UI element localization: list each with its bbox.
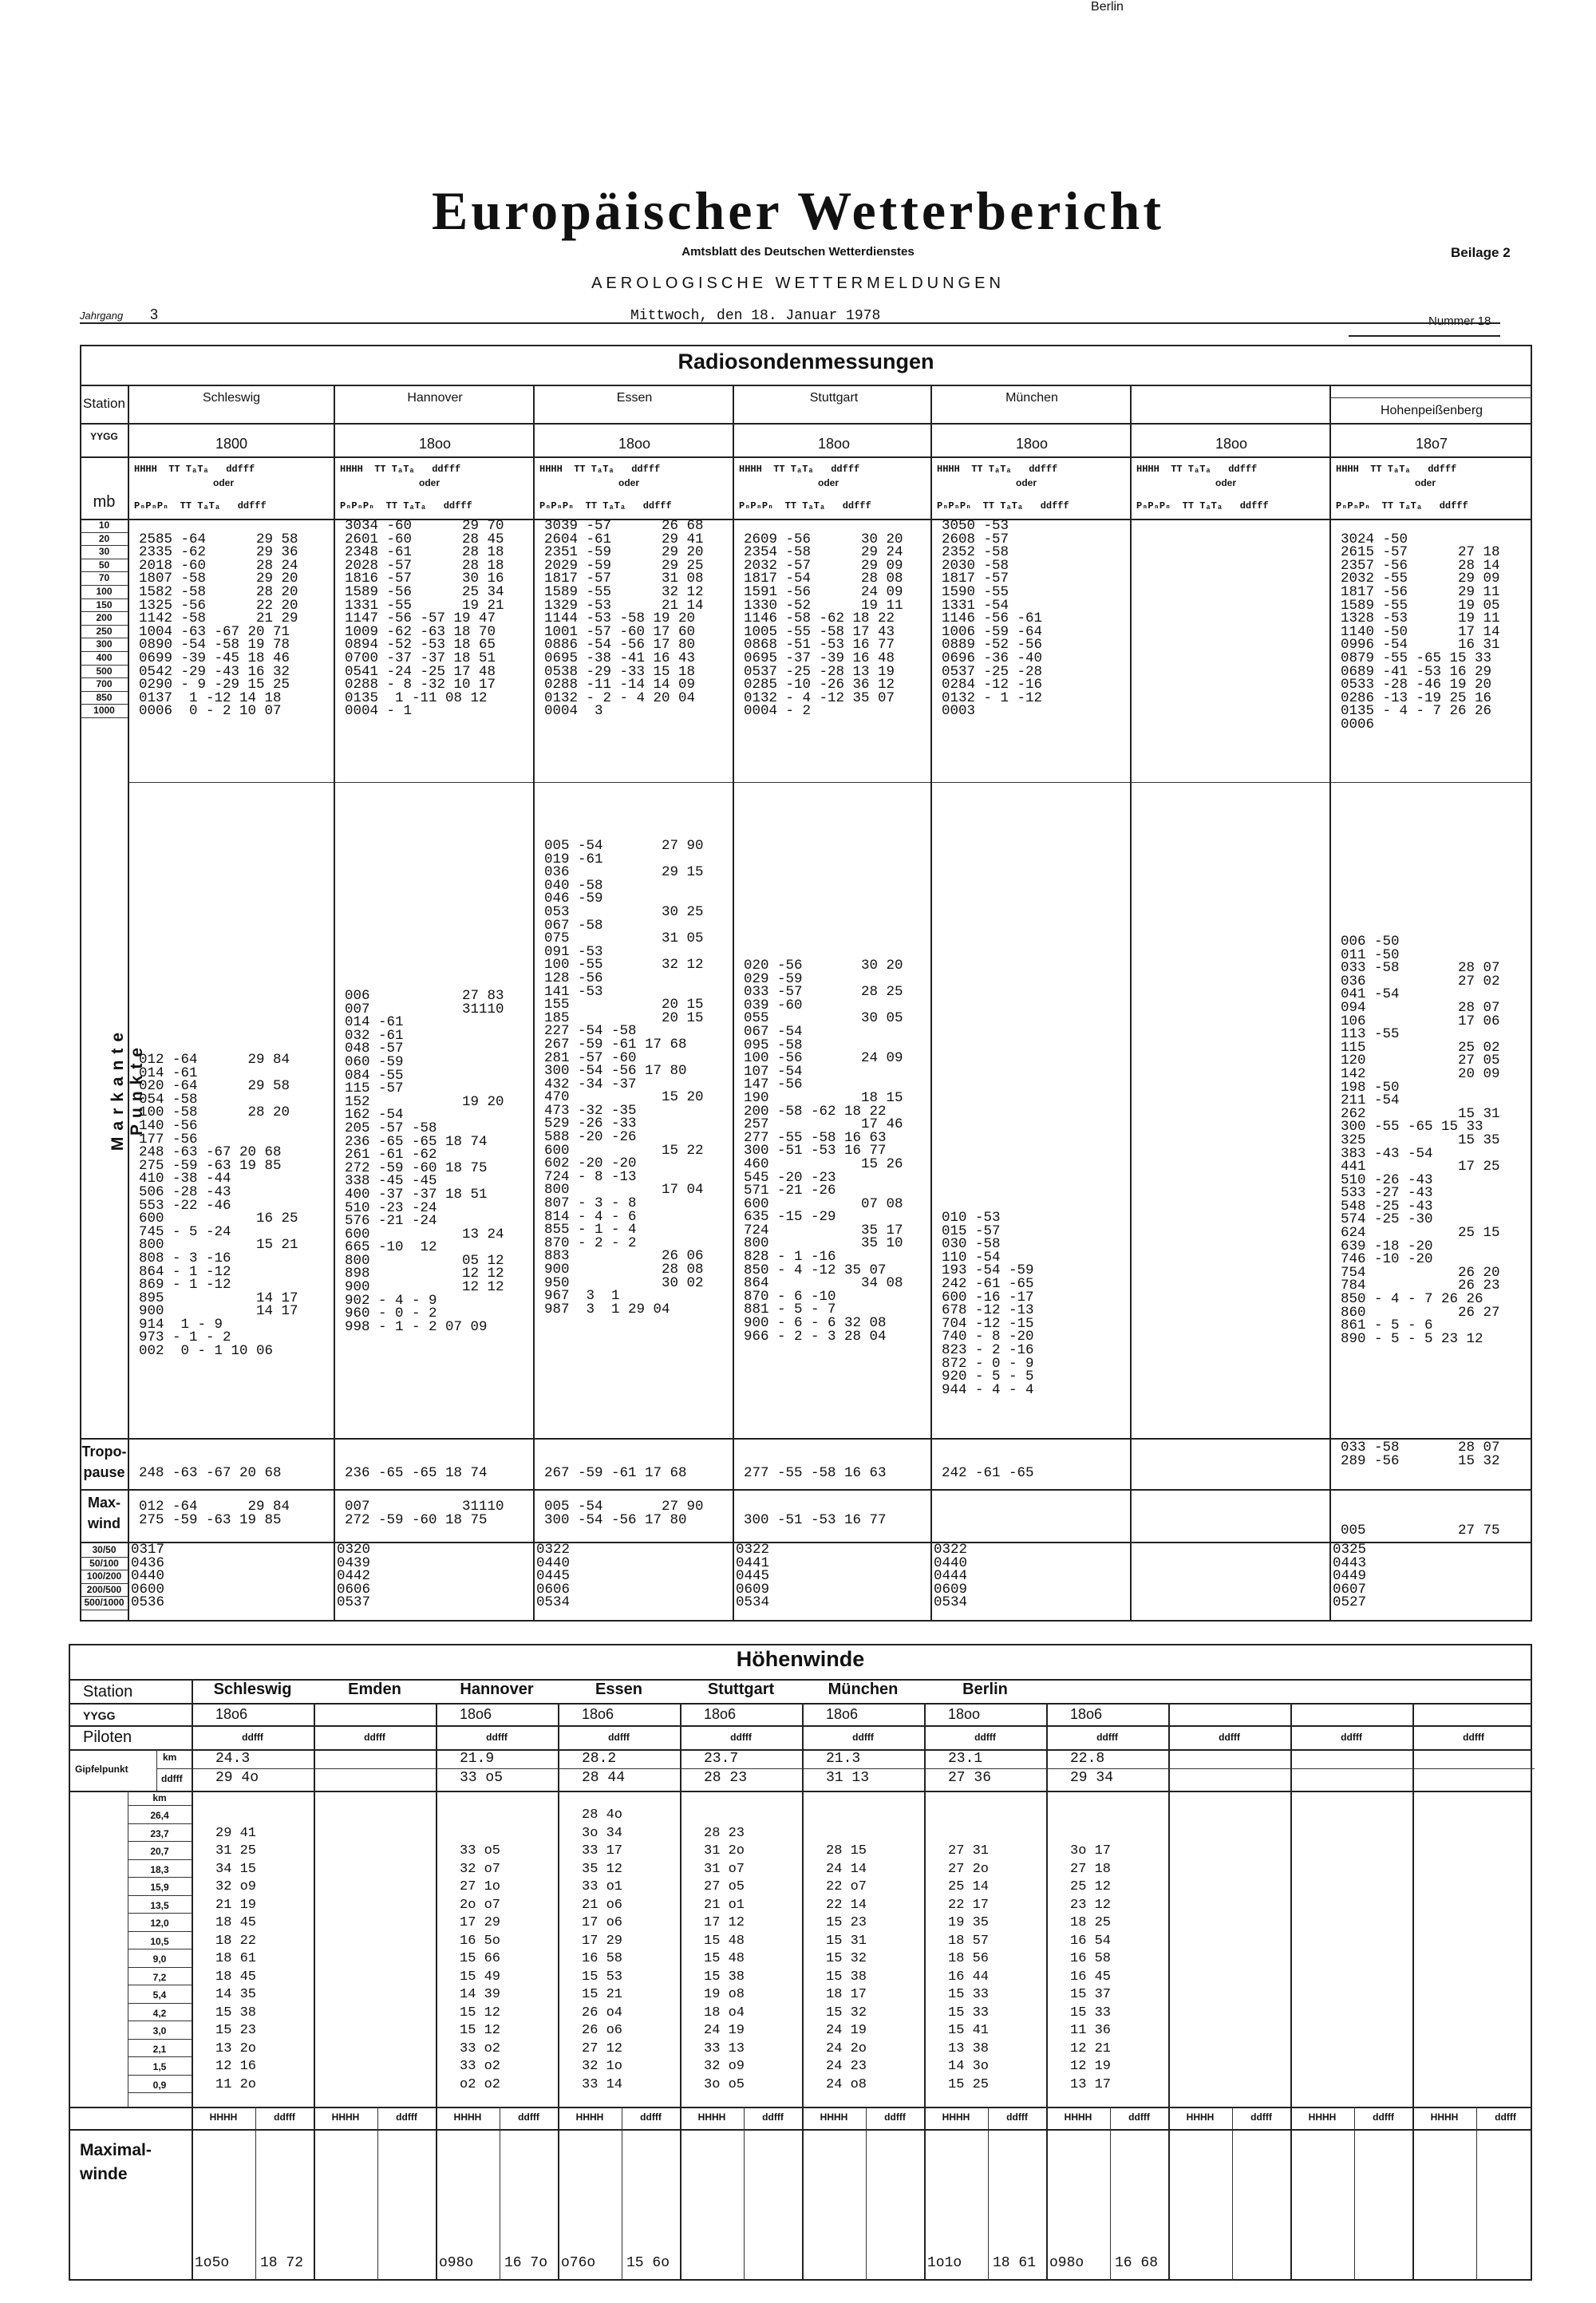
header-rule — [80, 322, 1500, 324]
column-header-oder: oder — [419, 477, 440, 488]
station-shear: 0325 0443 0449 0607 0527 — [1333, 1542, 1367, 1611]
level-row: 30 — [98, 546, 110, 558]
height-row: 3,0 — [152, 2025, 167, 2036]
level-row: 70 — [98, 572, 110, 584]
wind-heights — [128, 1807, 192, 2094]
height-row: 23,7 — [150, 1827, 169, 1839]
station-markante-data: 012 -64 29 84 014 -61 020 -64 29 58 054 -58 100 -58 28 20 140 -56 177 -56 248 -63 -67 20 68 275 -59 -63 19 85 410 -38 -44 506 -28 -43 553 -22 -46 600 16 25 745 - 5 -24 800 15 21 808 - 3 -16 864 - 1 -12 869 - 1 -12 895 14 17 900 14 17 914 1 - 9 973 - 1 - 2 002 0 - 1 10 06 — [139, 1052, 298, 1360]
gipfel-km-label: km — [163, 1752, 177, 1763]
column-header-oder: oder — [1215, 477, 1237, 488]
piloten-ddfff: ddfff — [974, 1732, 996, 1743]
maxwind-hhhh: o98o — [439, 2255, 474, 2271]
station-maxwind: 007 31110 272 -59 -60 18 75 — [345, 1499, 504, 1528]
maxwind-hhhh-label: HHHH — [1064, 2111, 1092, 2123]
level-row: 850 — [96, 691, 113, 703]
maxwind-hhhh-label: HHHH — [209, 2111, 238, 2123]
height-row: 10,5 — [150, 1935, 169, 1947]
station-maxwind: 005 27 75 — [1341, 1523, 1500, 1539]
station-markante-data: 006 -50 011 -50 033 -58 28 07 036 27 02 041 -54 094 28 07 106 17 06 113 -55 115 25 02 120 27 05 142 20 09 198 -50 211 -54 262 15 31 300 -55 -65 15 33 325 15 35 383 -43 -54 441 17 25 510 -26 -43 533 -27 -43 548 -25 -43 574 -25 -30 624 25 15 639 -18 -20 746 -10 -20 754 26 20 784 26 23 850 - 4 - 7 26 26 860 26 27 861 - 5 - 6 890 - 5 - 5 23 12 — [1341, 934, 1500, 1347]
wind-values: 29 41 31 25 34 15 32 o9 21 19 18 45 18 22 18 61 18 45 14 35 15 38 15 23 13 2o 12 16 11 2o — [215, 1825, 257, 2092]
station-tropopause: 242 -61 -65 — [942, 1465, 1034, 1481]
column-header: PₙPₙPₙ TT TₐTₐ ddfff — [1336, 500, 1468, 512]
report-subtitle: Amtsblatt des Deutschen Wetterdienstes — [681, 245, 915, 259]
shear-row: 100/200 — [86, 1570, 122, 1582]
wind-station-yygg: 18o6 — [1070, 1706, 1103, 1722]
maxwind-ddfff-label: ddfff — [1373, 2111, 1394, 2123]
wind-station-name: Stuttgart — [707, 1681, 775, 1698]
station-name: Stuttgart — [809, 391, 859, 405]
station-yygg: 18o7 — [1415, 436, 1448, 452]
gipfel-km: 23.7 — [704, 1751, 739, 1767]
level-row: 150 — [96, 598, 113, 610]
station-maxwind: 005 -54 27 90 300 -54 -56 17 80 — [544, 1499, 704, 1528]
piloten-ddfff: ddfff — [852, 1732, 874, 1743]
station-tropopause: 277 -55 -58 16 63 — [744, 1465, 887, 1481]
column-header: HHHH TT TₐTₐ ddfff — [1136, 464, 1258, 475]
gipfel-km: 22.8 — [1070, 1751, 1105, 1767]
year-label: Jahrgang — [80, 310, 124, 322]
piloten-ddfff: ddfff — [1219, 1732, 1240, 1743]
column-header-oder: oder — [818, 477, 839, 488]
station-levels-data: 3050 -53 2608 -57 2352 -58 2030 -58 1817 -57 1590 -55 1331 -54 1146 -56 -61 1006 -59 -64 0889 -52 -56 0696 -36 -40 0537 -25 -28 0284 -12 -16 0132 - 1 -12 0003 — [942, 518, 1043, 720]
station-yygg: 18oo — [618, 436, 651, 452]
station-name: Schleswig — [202, 391, 261, 405]
piloten-ddfff: ddfff — [608, 1732, 630, 1743]
column-header: HHHH TT TₐTₐ ddfff — [134, 464, 255, 475]
station-yygg: 18oo — [418, 436, 452, 452]
maxwind-hhhh-label: HHHH — [820, 2111, 848, 2123]
height-row: 18,3 — [150, 1863, 169, 1875]
column-header: PₙPₙPₙ TT TₐTₐ ddfff — [134, 500, 267, 512]
level-row: 250 — [96, 625, 113, 637]
shear-row: 500/1000 — [84, 1597, 124, 1609]
station-tropopause: 267 -59 -61 17 68 — [544, 1465, 687, 1481]
level-row: 200 — [96, 612, 113, 624]
level-row: 100 — [96, 585, 113, 597]
piloten-ddfff: ddfff — [1463, 1732, 1484, 1743]
station-shear: 0317 0436 0440 0600 0536 — [131, 1542, 165, 1611]
station-markante-data: 006 27 83 007 31110 014 -61 032 -61 048 -57 060 -59 084 -55 115 -57 152 19 20 162 -54 205 -57 -58 236 -65 -65 18 74 261 -61 -62 272 -59 -60 18 75 338 -45 -45 400 -37 -37 18 51 510 -23 -24 576 -21 -24 600 13 24 665 -10 12 800 05 12 898 12 12 900 12 12 902 - 4 - 9 960 - 0 - 2 998 - 1 - 2 07 09 — [345, 988, 504, 1335]
maximalwinde-label: Maximal- winde — [80, 2141, 152, 2183]
height-km-label: km — [152, 1792, 167, 1803]
gipfel-km: 24.3 — [215, 1751, 251, 1767]
station-levels-data: 3034 -60 29 70 2601 -60 28 45 2348 -61 28 18 2028 -57 28 18 1816 -57 30 16 1589 -56 25 34 1331 -55 19 21 1147 -56 -57 19 47 1009 -62 -63 18 70 0894 -52 -53 18 65 0700 -37 -37 18 51 0541 -24 -25 17 48 0288 - 8 -32 10 17 0135 1 -11 08 12 0004 - 1 — [345, 518, 504, 720]
wind-values: 28 23 31 2o 31 o7 27 o5 21 o1 17 12 15 48 15 48 15 38 19 o8 18 o4 24 19 33 13 32 o9 3o o5 — [704, 1825, 745, 2092]
gipfel-ddfff-label: ddfff — [161, 1773, 183, 1784]
height-row: 1,5 — [152, 2061, 167, 2072]
piloten-ddfff: ddfff — [730, 1732, 752, 1743]
maxwind-hhhh-label: HHHH — [697, 2111, 726, 2123]
station-name: Hannover — [407, 391, 463, 405]
height-row: 9,0 — [152, 1953, 167, 1965]
maxwind-hhhh-label: HHHH — [331, 2111, 360, 2123]
level-row: 20 — [98, 532, 110, 544]
shear-levels — [81, 1543, 128, 1610]
gipfel-km: 23.1 — [948, 1751, 983, 1767]
station-levels-data: 2609 -56 30 20 2354 -58 29 24 2032 -57 29 09 1817 -54 28 08 1591 -56 24 09 1330 -52 19 11 1146 -58 -62 18 22 1005 -55 -58 17 43 0868 -51 -53 16 77 0695 -37 -39 16 48 0537 -25 -28 13 19 0285 -10 -26 36 12 0132 - 4 -12 35 07 0004 - 2 — [744, 531, 903, 720]
station-levels-data: 2585 -64 29 58 2335 -62 29 36 2018 -60 28 24 1807 -58 29 20 1582 -58 28 20 1325 -56 22 20 1142 -58 21 29 1004 -63 -67 20 71 0890 -54 -58 19 78 0699 -39 -45 18 46 0542 -29 -43 16 32 0290 - 9 -29 15 25 0137 1 -12 14 18 0006 0 - 2 10 07 — [139, 531, 298, 720]
maxwind-hhhh-label: HHHH — [1430, 2111, 1459, 2123]
column-header-oder: oder — [213, 477, 235, 488]
maxwind-ddfff-label: ddfff — [1250, 2111, 1272, 2123]
wind-station-name: Berlin — [962, 1681, 1008, 1698]
station-markante-data: 005 -54 27 90 019 -61 036 29 15 040 -58 046 -59 053 30 25 067 -58 075 31 05 091 -53 100 -55 32 12 128 -56 141 -53 155 20 15 185 20 15 227 -54 -58 267 -59 -61 17 68 281 -57 -60 300 -54 -56 17 80 432 -34 -37 470 15 20 473 -32 -35 529 -26 -33 588 -20 -26 600 15 22 602 -20 -20 724 - 8 -13 800 17 04 807 - 3 - 8 814 - 4 - 6 855 - 1 - 4 870 - 2 - 2 883 26 06 900 28 08 950 30 02 967 3 1 987 3 1 29 04 — [544, 838, 704, 1317]
column-header: PₙPₙPₙ TT TₐTₐ ddfff — [937, 500, 1069, 512]
wind-values: 33 o5 32 o7 27 1o 2o o7 17 29 16 5o 15 66 15 49 14 39 15 12 15 12 33 o2 33 o2 o2 o2 — [460, 1843, 501, 2092]
wind-station-name: Essen — [595, 1681, 642, 1698]
shear-row: 30/50 — [92, 1544, 117, 1555]
maxwind-hhhh: o98o — [1049, 2255, 1084, 2271]
maxwind-hhhh: 1o1o — [927, 2255, 962, 2271]
height-row: 2,1 — [152, 2043, 167, 2055]
number-rule — [1349, 335, 1500, 337]
wind-station-yygg: 18o6 — [704, 1706, 737, 1722]
piloten-ddfff: ddfff — [242, 1732, 263, 1743]
maxwind-ddfff: 18 72 — [260, 2255, 304, 2271]
issue-number: Nummer 18 — [1428, 314, 1491, 328]
height-row: 7,2 — [152, 1971, 167, 1983]
maxwind-hhhh: 1o5o — [195, 2255, 230, 2271]
level-row: 50 — [98, 559, 110, 571]
height-row: 13,5 — [150, 1899, 169, 1911]
wind-values: 28 15 24 14 22 o7 22 14 15 23 15 31 15 32 15 38 18 17 15 32 24 19 24 2o 24 23 24 o8 — [826, 1843, 867, 2092]
pressure-levels — [81, 519, 128, 717]
maxwind-hhhh: o76o — [561, 2255, 596, 2271]
maxwind-hhhh-label: HHHH — [942, 2111, 970, 2123]
gipfel-km: 28.2 — [582, 1751, 617, 1767]
maxwind-ddfff-label: ddfff — [518, 2111, 539, 2123]
column-header-oder: oder — [1016, 477, 1037, 488]
station-markante-data: 020 -56 30 20 029 -59 033 -57 28 25 039 -60 055 30 05 067 -54 095 -58 100 -56 24 09 107 -54 147 -56 190 18 15 200 -58 -62 18 22 257 17 46 277 -55 -58 16 63 300 -51 -53 16 77 460 15 26 545 -20 -23 571 -21 -26 600 07 08 635 -15 -29 724 35 17 800 35 10 828 - 1 -16 850 - 4 -12 35 07 864 34 08 870 - 6 -10 881 - 5 - 7 900 - 6 - 6 32 08 966 - 2 - 3 28 04 — [744, 958, 903, 1345]
shear-row: 50/100 — [89, 1557, 119, 1569]
height-row: 4,2 — [152, 2007, 167, 2019]
station-levels-data: 3039 -57 26 68 2604 -61 29 41 2351 -59 29 20 2029 -59 29 25 1817 -57 31 08 1589 -55 32 12 1329 -53 21 14 1144 -53 -58 19 20 1001 -57 -60 17 60 0886 -54 -56 17 80 0695 -38 -41 16 43 0538 -29 -33 15 18 0288 -11 -14 14 09 0132 - 2 - 4 20 04 0004 3 — [544, 518, 704, 720]
issue-date: Mittwoch, den 18. Januar 1978 — [630, 308, 881, 324]
level-row: 1000 — [93, 705, 115, 717]
column-header-oder: oder — [1415, 477, 1436, 488]
wind-station-name: Hannover — [460, 1681, 534, 1698]
piloten-ddfff: ddfff — [486, 1732, 508, 1743]
column-header: PₙPₙPₙ TT TₐTₐ ddfff — [1136, 500, 1269, 512]
gipfel-ddfff: 28 23 — [704, 1770, 748, 1786]
wind-station-name: Berlin — [1091, 0, 1124, 14]
section-title: AEROLOGISCHE WETTERMELDUNGEN — [591, 275, 1005, 292]
column-header: HHHH TT TₐTₐ ddfff — [1336, 464, 1457, 475]
column-header: HHHH TT TₐTₐ ddfff — [739, 464, 860, 475]
gipfel-ddfff: 29 4o — [215, 1770, 259, 1786]
wind-values: 3o 17 27 18 25 12 23 12 18 25 16 54 16 58 16 45 15 37 15 33 11 36 12 21 12 19 13 17 — [1070, 1843, 1112, 2092]
station-levels-data: 3024 -50 2615 -57 27 18 2357 -56 28 14 2032 -55 29 09 1817 -56 29 11 1589 -55 19 05 1328 -53 19 11 1140 -50 17 14 0996 -54 16 31 0879 -55 -65 15 33 0689 -41 -53 16 29 0533 -28 -46 19 20 0286 -13 -19 25 16 0135 - 4 - 7 26 26 0006 — [1341, 531, 1500, 733]
gipfel-ddfff: 31 13 — [826, 1770, 870, 1786]
station-tropopause: 248 -63 -67 20 68 — [139, 1465, 282, 1481]
gipfel-km: 21.3 — [826, 1751, 861, 1767]
station-markante-data: 010 -53 015 -57 030 -58 110 -54 193 -54 -59 242 -61 -65 600 -16 -17 678 -12 -13 704 -12 -15 740 - 8 -20 823 - 2 -16 872 - 0 - 9 920 - 5 - 5 944 - 4 - 4 — [942, 1210, 1034, 1398]
yygg-label: YYGG — [90, 431, 118, 442]
wind-station-yygg: 18o6 — [582, 1706, 614, 1722]
report-title: Europäischer Wetterbericht — [431, 180, 1164, 241]
piloten-ddfff: ddfff — [364, 1732, 385, 1743]
station-maxwind: 012 -64 29 84 275 -59 -63 19 85 — [139, 1499, 290, 1528]
maxwind-hhhh-label: HHHH — [1186, 2111, 1215, 2123]
station-yygg: 18oo — [817, 436, 851, 452]
wind-station-name: Schleswig — [213, 1681, 292, 1698]
column-header-oder: oder — [618, 477, 640, 488]
column-header: HHHH TT TₐTₐ ddfff — [340, 464, 461, 475]
maxwind-ddfff: 15 6o — [626, 2255, 670, 2271]
station-shear: 0320 0439 0442 0606 0537 — [337, 1542, 371, 1611]
maxwind-ddfff-label: ddfff — [1128, 2111, 1150, 2123]
station-maxwind: 300 -51 -53 16 77 — [744, 1511, 887, 1528]
station-shear: 0322 0440 0444 0609 0534 — [934, 1542, 968, 1611]
station-tropopause: 033 -58 28 07 289 -56 15 32 — [1341, 1440, 1500, 1469]
shear-row: 200/500 — [86, 1583, 122, 1595]
level-row: 300 — [96, 638, 113, 650]
wind-station-yygg: 18o6 — [215, 1706, 248, 1722]
station-tropopause: 236 -65 -65 18 74 — [345, 1465, 488, 1481]
column-header: HHHH TT TₐTₐ ddfff — [539, 464, 661, 475]
maxwind-ddfff-label: ddfff — [884, 2111, 906, 2123]
radiosonde-title: Radiosondenmessungen — [678, 350, 934, 373]
wind-values: 27 31 27 2o 25 14 22 17 19 35 18 57 18 56 16 44 15 33 15 33 15 41 13 38 14 3o 15 25 — [948, 1843, 990, 2092]
maxwind-ddfff-label: ddfff — [640, 2111, 662, 2123]
year-value: 3 — [150, 306, 159, 322]
level-row: 10 — [98, 519, 110, 531]
station-yygg: 18oo — [1015, 436, 1049, 452]
maxwind-hhhh-label: HHHH — [1308, 2111, 1337, 2123]
piloten-label: Piloten — [83, 1728, 132, 1746]
station-name: München — [1005, 391, 1058, 405]
wind-station-name: München — [828, 1681, 899, 1698]
column-header: PₙPₙPₙ TT TₐTₐ ddfff — [739, 500, 871, 512]
level-row: 400 — [96, 651, 113, 663]
winds-yygg-label: YYGG — [83, 1709, 116, 1722]
maxwind-hhhh-label: HHHH — [453, 2111, 482, 2123]
wind-station-yygg: 18oo — [948, 1706, 981, 1722]
gipfel-ddfff: 33 o5 — [460, 1770, 504, 1786]
wind-values: 28 4o 3o 34 33 17 35 12 33 o1 21 o6 17 o6 17 29 16 58 15 53 15 21 26 o4 26 o6 27 12 32 1o 33 14 — [582, 1807, 623, 2092]
maxwind-ddfff-label: ddfff — [1495, 2111, 1516, 2123]
maxwind-ddfff: 16 7o — [504, 2255, 548, 2271]
piloten-ddfff: ddfff — [1341, 1732, 1362, 1743]
gipfel-ddfff: 29 34 — [1070, 1770, 1114, 1786]
gipfel-km: 21.9 — [460, 1751, 495, 1767]
column-header: PₙPₙPₙ TT TₐTₐ ddfff — [539, 500, 672, 512]
station-yygg: 18oo — [1215, 436, 1248, 452]
tropopause-label: Tropo- pause — [81, 1444, 127, 1480]
wind-station-yygg: 18o6 — [826, 1706, 859, 1722]
maxwind-label: Max- wind — [87, 1495, 120, 1531]
maxwind-hhhh-label: HHHH — [575, 2111, 604, 2123]
height-row: 15,9 — [150, 1882, 169, 1893]
piloten-ddfff: ddfff — [1096, 1732, 1118, 1743]
winds-station-label: Station — [83, 1683, 133, 1701]
maxwind-ddfff: 16 68 — [1115, 2255, 1159, 2271]
gipfel-ddfff: 27 36 — [948, 1770, 992, 1786]
level-row: 500 — [96, 665, 113, 677]
station-shear: 0322 0441 0445 0609 0534 — [736, 1542, 770, 1611]
column-header: HHHH TT TₐTₐ ddfff — [937, 464, 1058, 475]
upper-winds-title: Höhenwinde — [736, 1647, 865, 1671]
wind-station-name: Emden — [348, 1681, 401, 1698]
level-row: 700 — [96, 678, 113, 690]
maxwind-ddfff-label: ddfff — [396, 2111, 417, 2123]
height-row: 20,7 — [150, 1846, 169, 1857]
mb-label: mb — [93, 493, 116, 511]
station-yygg: 1800 — [215, 436, 248, 452]
height-row: 12,0 — [150, 1918, 169, 1929]
wind-station-yygg: 18o6 — [460, 1706, 492, 1722]
height-row: 26,4 — [150, 1810, 169, 1821]
markante-punkte-label: Markante Punkte — [109, 1025, 146, 1152]
maxwind-ddfff-label: ddfff — [1006, 2111, 1028, 2123]
station-name: Essen — [616, 391, 653, 405]
maxwind-ddfff-label: ddfff — [274, 2111, 295, 2123]
maxwind-ddfff-label: ddfff — [762, 2111, 784, 2123]
height-row: 0,9 — [152, 2079, 167, 2091]
height-row: 5,4 — [152, 1989, 167, 2001]
gipfelpunkt-label: Gipfelpunkt — [75, 1764, 128, 1775]
maxwind-ddfff: 18 61 — [993, 2255, 1037, 2271]
station-shear: 0322 0440 0445 0606 0534 — [536, 1542, 571, 1611]
supplement-label: Beilage 2 — [1451, 245, 1511, 260]
station-label: Station — [83, 396, 125, 411]
column-header: PₙPₙPₙ TT TₐTₐ ddfff — [340, 500, 472, 512]
gipfel-ddfff: 28 44 — [582, 1770, 626, 1786]
station-name: Hohenpeißenberg — [1380, 404, 1483, 417]
